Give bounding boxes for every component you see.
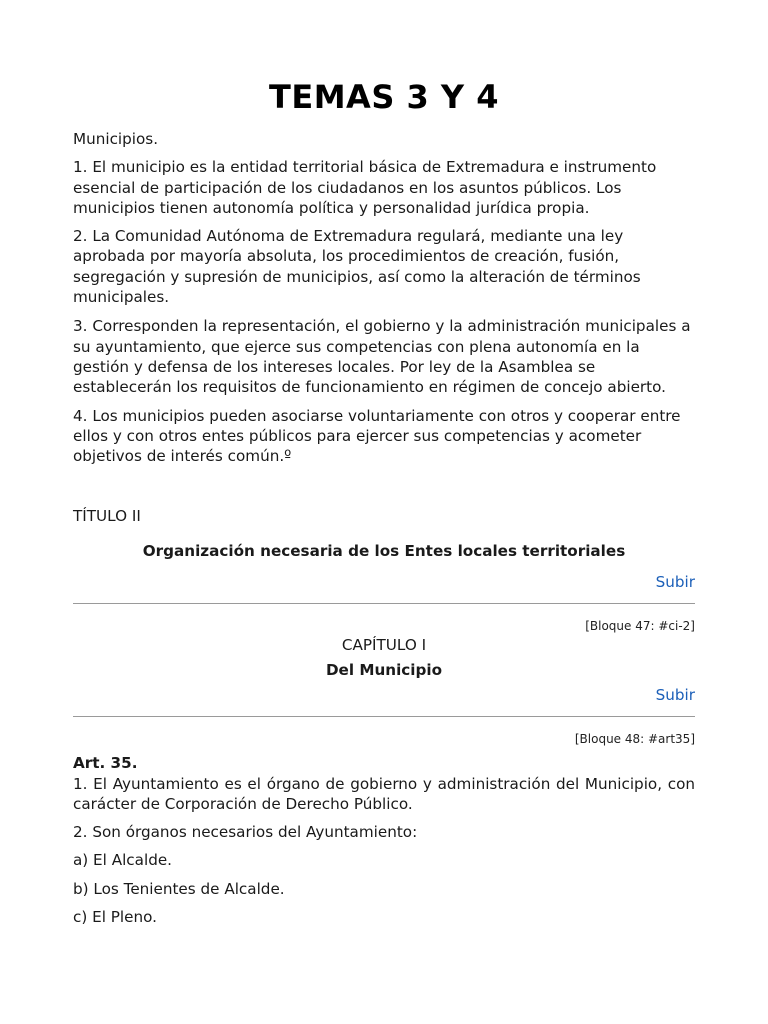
article-item-5: c) El Pleno. — [73, 908, 157, 927]
article-label: Art. 35. — [73, 754, 138, 773]
article-item-2: 2. Son órganos necesarios del Ayuntamiento: — [73, 823, 418, 842]
article-item-1: 1. El Ayuntamiento es el órgano de gobierno y administración del Municipio, con carácter de Corporación de Derecho Público. — [73, 774, 695, 813]
divider-2 — [73, 716, 695, 717]
subir-link-1[interactable]: Subir — [655, 573, 695, 592]
paragraph-3: 3. Corresponden la representación, el gobierno y la administración municipales a su ayuntamiento, que ejerce sus competencias con plena autonomía en la gestión y defensa de los intereses locales. Por ley de la Asamblea se establecerán los requisitos de funcionamiento en régimen de concejo abierto. — [73, 317, 691, 397]
document-body — [73, 129, 695, 927]
paragraph-4: 4. Los municipios pueden asociarse voluntariamente con otros y cooperar entre ellos y con otros entes públicos para ejercer sus competencias y acometer objetivos de interés común.º — [73, 406, 681, 466]
page-title: TEMAS 3 Y 4 — [269, 78, 499, 116]
capitulo-label: CAPÍTULO I — [341, 636, 427, 655]
article-item-4: b) Los Tenientes de Alcalde. — [73, 879, 285, 898]
block-ref-48: [Bloque 48: #art35] — [574, 732, 695, 747]
article-item-3: a) El Alcalde. — [73, 851, 173, 870]
intro-text: Municipios. — [73, 130, 159, 148]
paragraph-1: 1. El municipio es la entidad territorial básica de Extremadura e instrumento esencial de participación de los ciudadanos en los asuntos públicos. Los municipios tienen autonomía política y personalidad jurídica propia. — [73, 158, 657, 217]
divider-1 — [73, 603, 695, 604]
titulo-label: TÍTULO II — [73, 507, 141, 526]
block-ref-47: [Bloque 47: #ci-2] — [585, 619, 695, 634]
paragraph-2: 2. La Comunidad Autónoma de Extremadura regulará, mediante una ley aprobada por mayoría absoluta, los procedimientos de creación, fusión, segregación y supresión de municipios, así como la alteración de términos municipales. — [73, 227, 641, 307]
titulo-heading: Organización necesaria de los Entes locales territoriales — [142, 541, 626, 560]
capitulo-heading: Del Municipio — [325, 660, 443, 679]
subir-link-2[interactable]: Subir — [655, 685, 695, 704]
